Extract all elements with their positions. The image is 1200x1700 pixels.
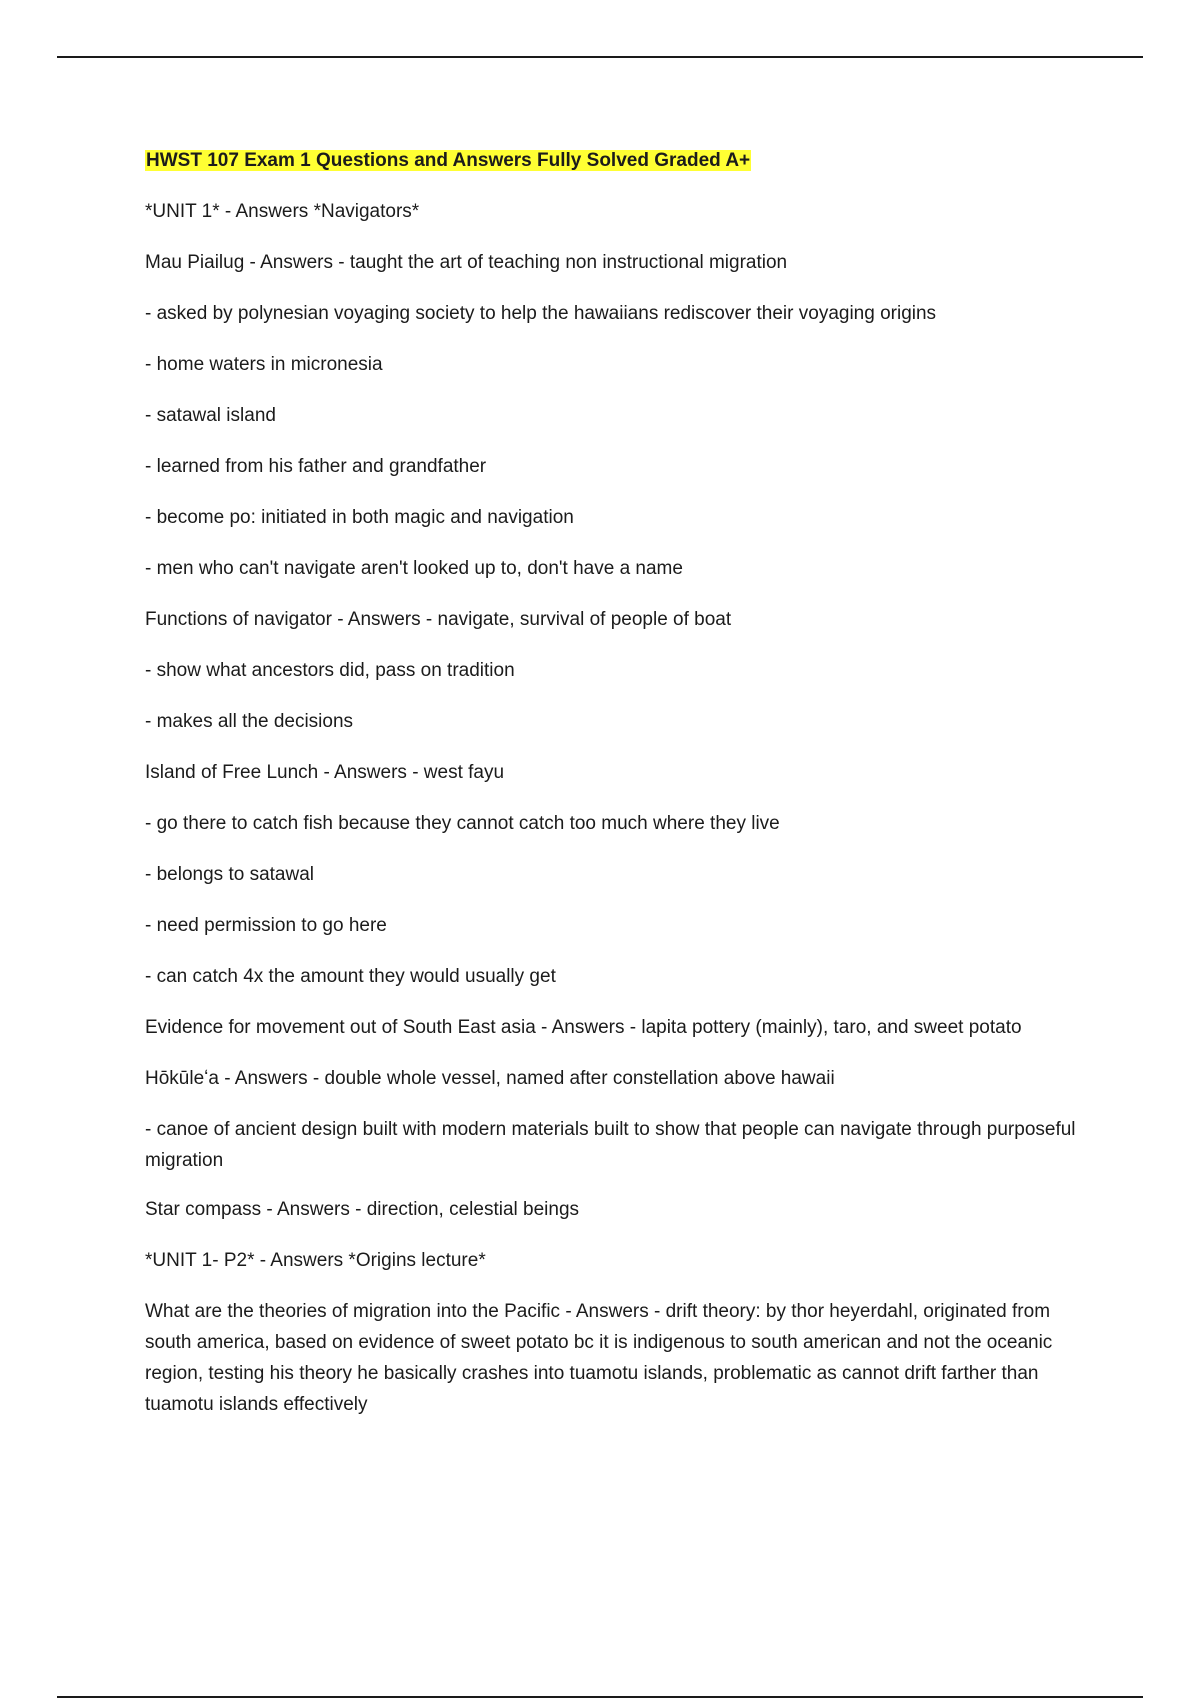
text-line: - satawal island [145,405,276,426]
document-title [145,145,1095,176]
text-line: Star compass - Answers - direction, celestial beings [145,1199,580,1220]
text-line: Island of Free Lunch - Answers - west fayu [145,762,505,783]
text-line: - need permission to go here [145,915,387,936]
text-line: Functions of navigator - Answers - navigate, survival of people of boat [145,609,732,630]
text-line: Hōkūleʻa - Answers - double whole vessel, named after constellation above hawaii [145,1068,835,1089]
text-line: - show what ancestors did, pass on tradition [145,660,515,681]
text-line: - become po: initiated in both magic and navigation [145,507,574,528]
text-line: - learned from his father and grandfather [145,456,487,477]
text-line: - canoe of ancient design built with modern materials built to show that people can navigate through purposeful migration [145,1119,1076,1171]
unit-1-p2-heading: *UNIT 1- P2* - Answers *Origins lecture* [145,1250,486,1271]
text-line: Mau Piailug - Answers - taught the art of teaching non instructional migration [145,252,788,273]
document-body [145,145,1095,1438]
page-top-rule [57,56,1143,58]
document-title-highlight: HWST 107 Exam 1 Questions and Answers Fully Solved Graded A+ [146,150,751,171]
text-line: Evidence for movement out of South East asia - Answers - lapita pottery (mainly), taro, and sweet potato [145,1017,1022,1038]
text-line: - home waters in micronesia [145,354,383,375]
text-line: - men who can't navigate aren't looked up to, don't have a name [145,558,683,579]
text-line: What are the theories of migration into the Pacific - Answers - drift theory: by thor heyerdahl, originated from south america, based on evidence of sweet potato bc it is indigenous to south american and not the oceanic region, testing his theory he basically crashes into tuamotu islands, problematic as cannot drift farther than tuamotu islands effectively [145,1301,1053,1415]
unit-1-heading: *UNIT 1* - Answers *Navigators* [145,201,420,222]
text-line: - can catch 4x the amount they would usually get [145,966,556,987]
text-line: - asked by polynesian voyaging society to help the hawaiians rediscover their voyaging origins [145,303,937,324]
text-line: - go there to catch fish because they cannot catch too much where they live [145,813,780,834]
text-line: - makes all the decisions [145,711,354,732]
text-line: - belongs to satawal [145,864,314,885]
page-bottom-rule [57,1696,1143,1698]
